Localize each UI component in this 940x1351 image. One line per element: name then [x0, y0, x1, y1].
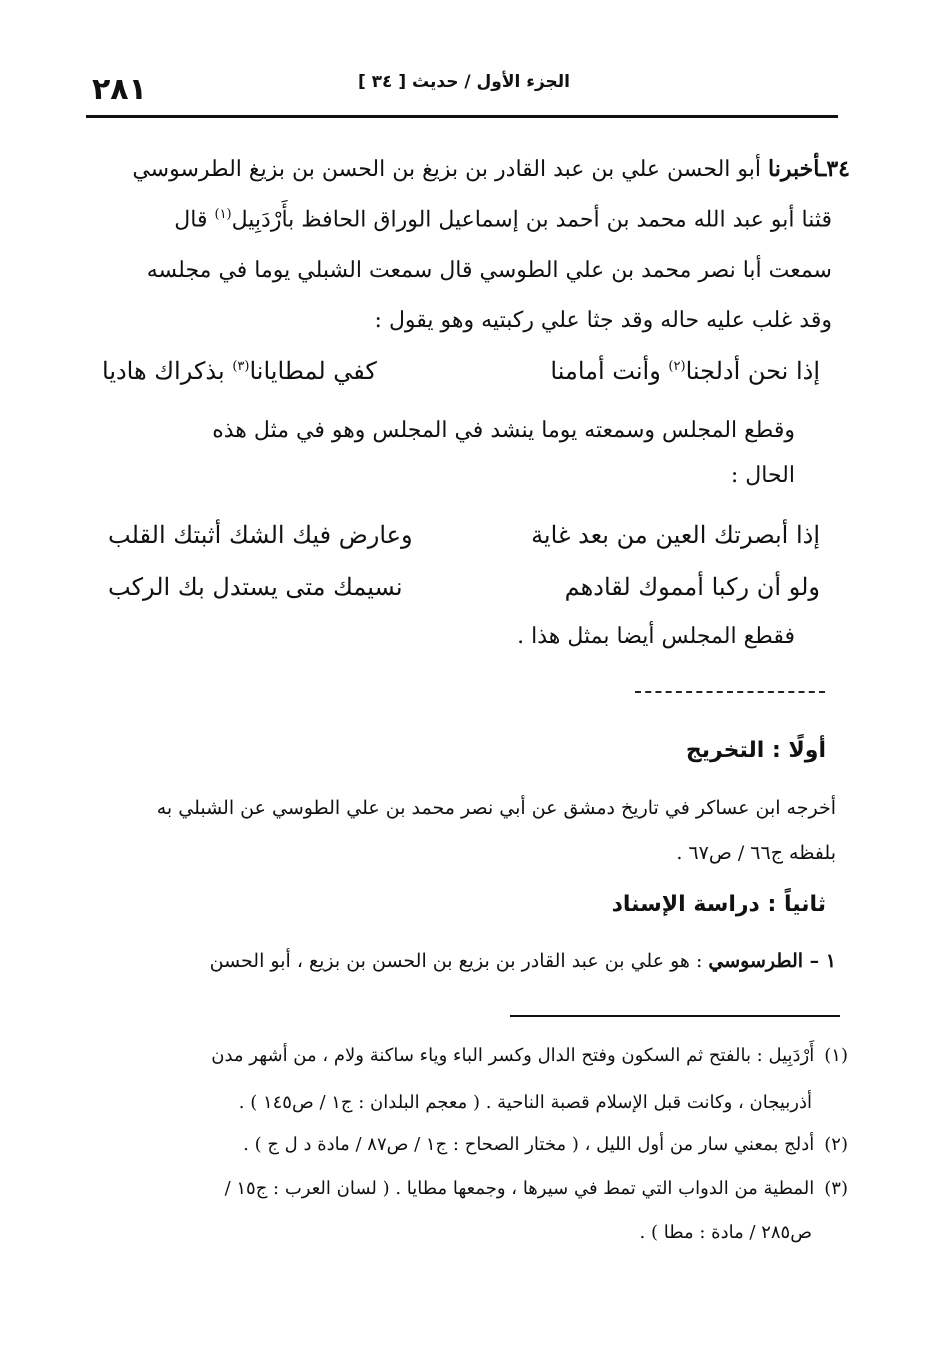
takhrij-line-1: أخرجه ابن عساكر في تاريخ دمشق عن أبي نصر محمد بن علي الطوسي عن الشبلي به — [156, 797, 836, 819]
hadith-line-1-text: أبو الحسن علي بن عبد القادر بن بزيغ بن الحسن بن بزيغ الطرسوسي — [132, 157, 768, 182]
header-rule — [86, 115, 838, 118]
poem2-verse1-right: إذا أبصرتك العين من بعد غاية — [531, 521, 820, 549]
footnote-1 — [211, 1045, 848, 1066]
section-divider — [635, 691, 825, 693]
poem1-left-b: بذكراك هاديا — [102, 357, 233, 385]
poem1-right-a: إذا نحن أدلجنا — [685, 357, 820, 385]
narration-line-1: وقطع المجلس وسمعته يوما ينشد في المجلس وهو في مثل هذه — [212, 418, 795, 443]
hadith-line-2 — [174, 207, 832, 232]
footnote-2-number: (٢) — [824, 1134, 848, 1155]
hadith-line-3: سمعت أبا نصر محمد بن علي الطوسي قال سمعت الشبلي يوما في مجلسه — [146, 258, 832, 283]
closing-line: فقطع المجلس أيضا بمثل هذا . — [517, 624, 795, 649]
isnad-item-text: : هو علي بن عبد القادر بن بزيع بن الحسن بن بزيع ، أبو الحسن — [209, 950, 709, 972]
hadith-line-4: وقد غلب عليه حاله وقد جثا علي ركبتيه وهو يقول : — [374, 308, 832, 333]
footnote-2-line-1: أدلج بمعني سار من أول الليل ، ( مختار الصحاح : ج١ / ص٨٧ / مادة د ل ج ) . — [243, 1134, 815, 1155]
takhrij-line-2: بلفظه ج٦٦ / ص٦٧ . — [676, 842, 836, 864]
poem1-first-hemistich — [550, 357, 820, 385]
footnote-3-line-1: المطية من الدواب التي تمط في سيرها ، وجمعها مطايا . ( لسان العرب : ج١٥ / — [224, 1178, 815, 1199]
poem1-left-a: كفي لمطايانا — [249, 357, 377, 385]
running-header: الجزء الأول / حديث [ ٣٤ ] — [357, 72, 570, 92]
isnad-item-number: ١ – — [809, 950, 836, 972]
footnote-rule — [510, 1015, 840, 1017]
poem1-second-hemistich — [102, 357, 377, 385]
footnote-ref-2[interactable]: (٢) — [668, 359, 686, 374]
footnote-3-line-2: ص٢٨٥ / مادة : مطا ) . — [639, 1222, 812, 1243]
isnad-title: ثانياً : دراسة الإسناد — [611, 892, 826, 917]
footnote-3-number: (٣) — [824, 1178, 848, 1199]
footnote-1-number: (١) — [824, 1045, 848, 1066]
hadith-line-1 — [132, 156, 850, 182]
poem1-right-b: وأنت أمامنا — [550, 357, 669, 385]
hadith-line-2-end: قال — [174, 207, 215, 233]
footnote-ref-1[interactable]: (١) — [214, 207, 232, 222]
poem2-verse2-right: ولو أن ركبا أمموك لقادهم — [564, 573, 820, 601]
poem2-verse2-left: نسيمك متى يستدل بك الركب — [108, 573, 403, 601]
page-number: ٢٨١ — [92, 72, 147, 107]
takhrij-title: أولًا : التخريج — [685, 738, 826, 763]
isnad-item-name: الطرسوسي — [708, 950, 810, 972]
footnote-ref-3[interactable]: (٣) — [232, 359, 250, 374]
hadith-number: ٣٤ـ — [819, 156, 850, 182]
hadith-keyword: أخبرنا — [768, 156, 820, 182]
footnote-3 — [225, 1178, 848, 1199]
narration-line-2: الحال : — [730, 463, 795, 488]
footnote-2 — [243, 1134, 848, 1155]
isnad-item-1 — [210, 950, 836, 972]
hadith-line-2-text: قثنا أبو عبد الله محمد بن أحمد بن إسماعيل الوراق الحافظ بأَرْدَبِيل — [231, 207, 832, 233]
footnote-1-line-2: أذربيجان ، وكانت قبل الإسلام قصبة الناحية . ( معجم البلدان : ج١ / ص١٤٥ ) . — [238, 1092, 812, 1113]
poem2-verse1-left: وعارض فيك الشك أثبتك القلب — [108, 521, 413, 549]
footnote-1-line-1: أَرْدَبِيل : بالفتح ثم السكون وفتح الدال وكسر الباء وياء ساكنة ولام ، من أشهر مدن — [211, 1045, 815, 1066]
